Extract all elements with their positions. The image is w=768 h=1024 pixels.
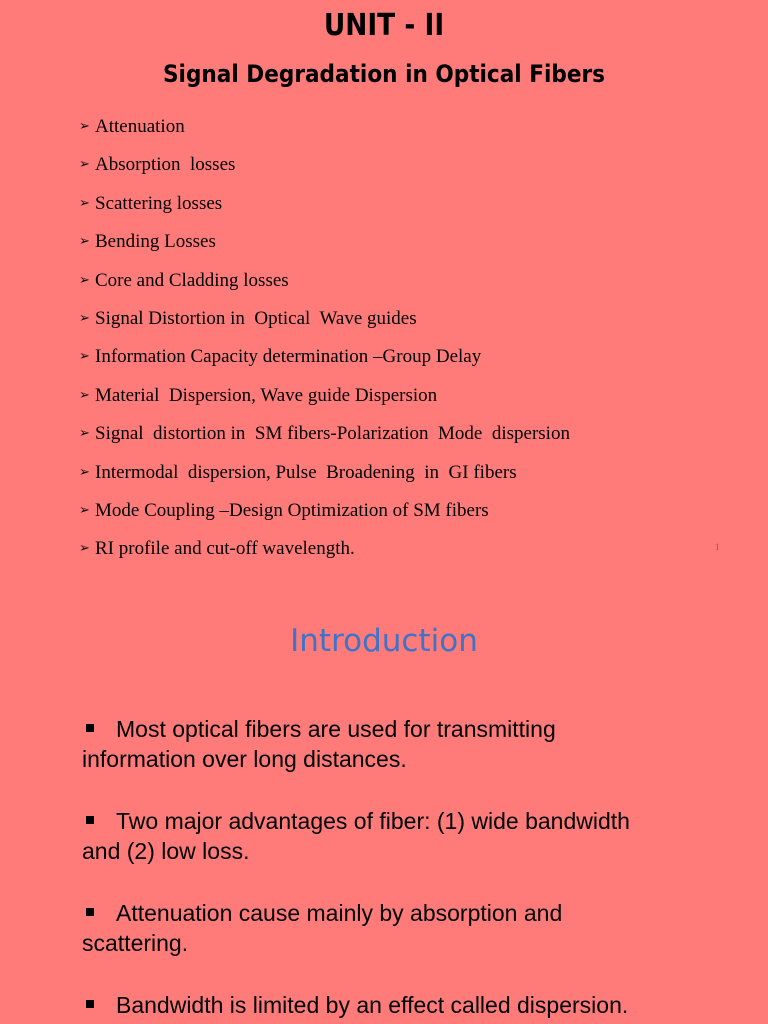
- arrow-bullet-icon: ➢: [79, 234, 90, 250]
- point-text-line1: Two major advantages of fiber: (1) wide bandwidth: [116, 808, 630, 834]
- point-text-line1: Attenuation cause mainly by absorption and: [116, 900, 563, 926]
- arrow-bullet-icon: ➢: [79, 426, 90, 442]
- topic-item: [79, 268, 570, 306]
- introduction-title: Introduction: [290, 623, 478, 659]
- arrow-bullet-icon: ➢: [79, 387, 90, 403]
- square-bullet-icon: [86, 1000, 94, 1008]
- arrow-bullet-icon: ➢: [79, 195, 90, 211]
- topic-item: [79, 383, 570, 421]
- square-bullet-icon: [86, 908, 94, 916]
- topic-label: Intermodal dispersion, Pulse Broadening in GI fibers: [95, 461, 517, 483]
- topic-item: [79, 152, 570, 190]
- topic-item: [79, 421, 570, 459]
- arrow-bullet-icon: ➢: [79, 502, 90, 518]
- arrow-bullet-icon: ➢: [79, 349, 90, 365]
- topic-item: [79, 191, 570, 229]
- unit-title: UNIT - II: [323, 8, 445, 43]
- point-text-line1: Most optical fibers are used for transmitting: [116, 716, 556, 742]
- point-item: [82, 990, 722, 1020]
- topic-label: Absorption losses: [95, 154, 236, 176]
- point-text-line2: information over long distances.: [82, 746, 407, 772]
- topic-list: [79, 114, 570, 575]
- point-text-line1: Bandwidth is limited by an effect called dispersion.: [116, 992, 629, 1018]
- unit-subtitle: Signal Degradation in Optical Fibers: [162, 60, 606, 88]
- topic-label: Signal distortion in SM fibers-Polarization Mode dispersion: [95, 423, 570, 445]
- topic-item: [79, 460, 570, 498]
- square-bullet-icon: [86, 724, 94, 732]
- topic-label: Core and Cladding losses: [95, 269, 289, 291]
- topic-item: [79, 306, 570, 344]
- point-text-line2: and (2) low loss.: [82, 838, 250, 864]
- topic-item: [79, 229, 570, 267]
- arrow-bullet-icon: ➢: [79, 272, 90, 288]
- square-bullet-icon: [86, 816, 94, 824]
- topic-label: Bending Losses: [95, 231, 216, 253]
- arrow-bullet-icon: ➢: [79, 157, 90, 173]
- topic-label: Signal Distortion in Optical Wave guides: [95, 307, 417, 329]
- point-item: [82, 714, 722, 774]
- point-item: [82, 898, 722, 958]
- point-item: [82, 806, 722, 866]
- topic-label: Attenuation: [95, 116, 185, 137]
- topic-item: [79, 536, 570, 574]
- point-text-line2: scattering.: [82, 930, 189, 956]
- topic-label: Material Dispersion, Wave guide Dispersion: [95, 384, 438, 406]
- topic-item: [79, 344, 570, 382]
- arrow-bullet-icon: ➢: [79, 310, 90, 326]
- topic-item: [79, 498, 570, 536]
- topic-label: Scattering losses: [95, 192, 223, 214]
- arrow-bullet-icon: ➢: [79, 541, 90, 557]
- arrow-bullet-icon: ➢: [79, 119, 90, 134]
- topic-label: Mode Coupling –Design Optimization of SM fibers: [95, 499, 489, 521]
- topic-label: Information Capacity determination –Group Delay: [95, 346, 482, 368]
- topic-label: RI profile and cut-off wavelength.: [95, 538, 355, 560]
- arrow-bullet-icon: ➢: [79, 464, 90, 480]
- page-number: 1: [715, 542, 720, 552]
- topic-item: [79, 114, 570, 152]
